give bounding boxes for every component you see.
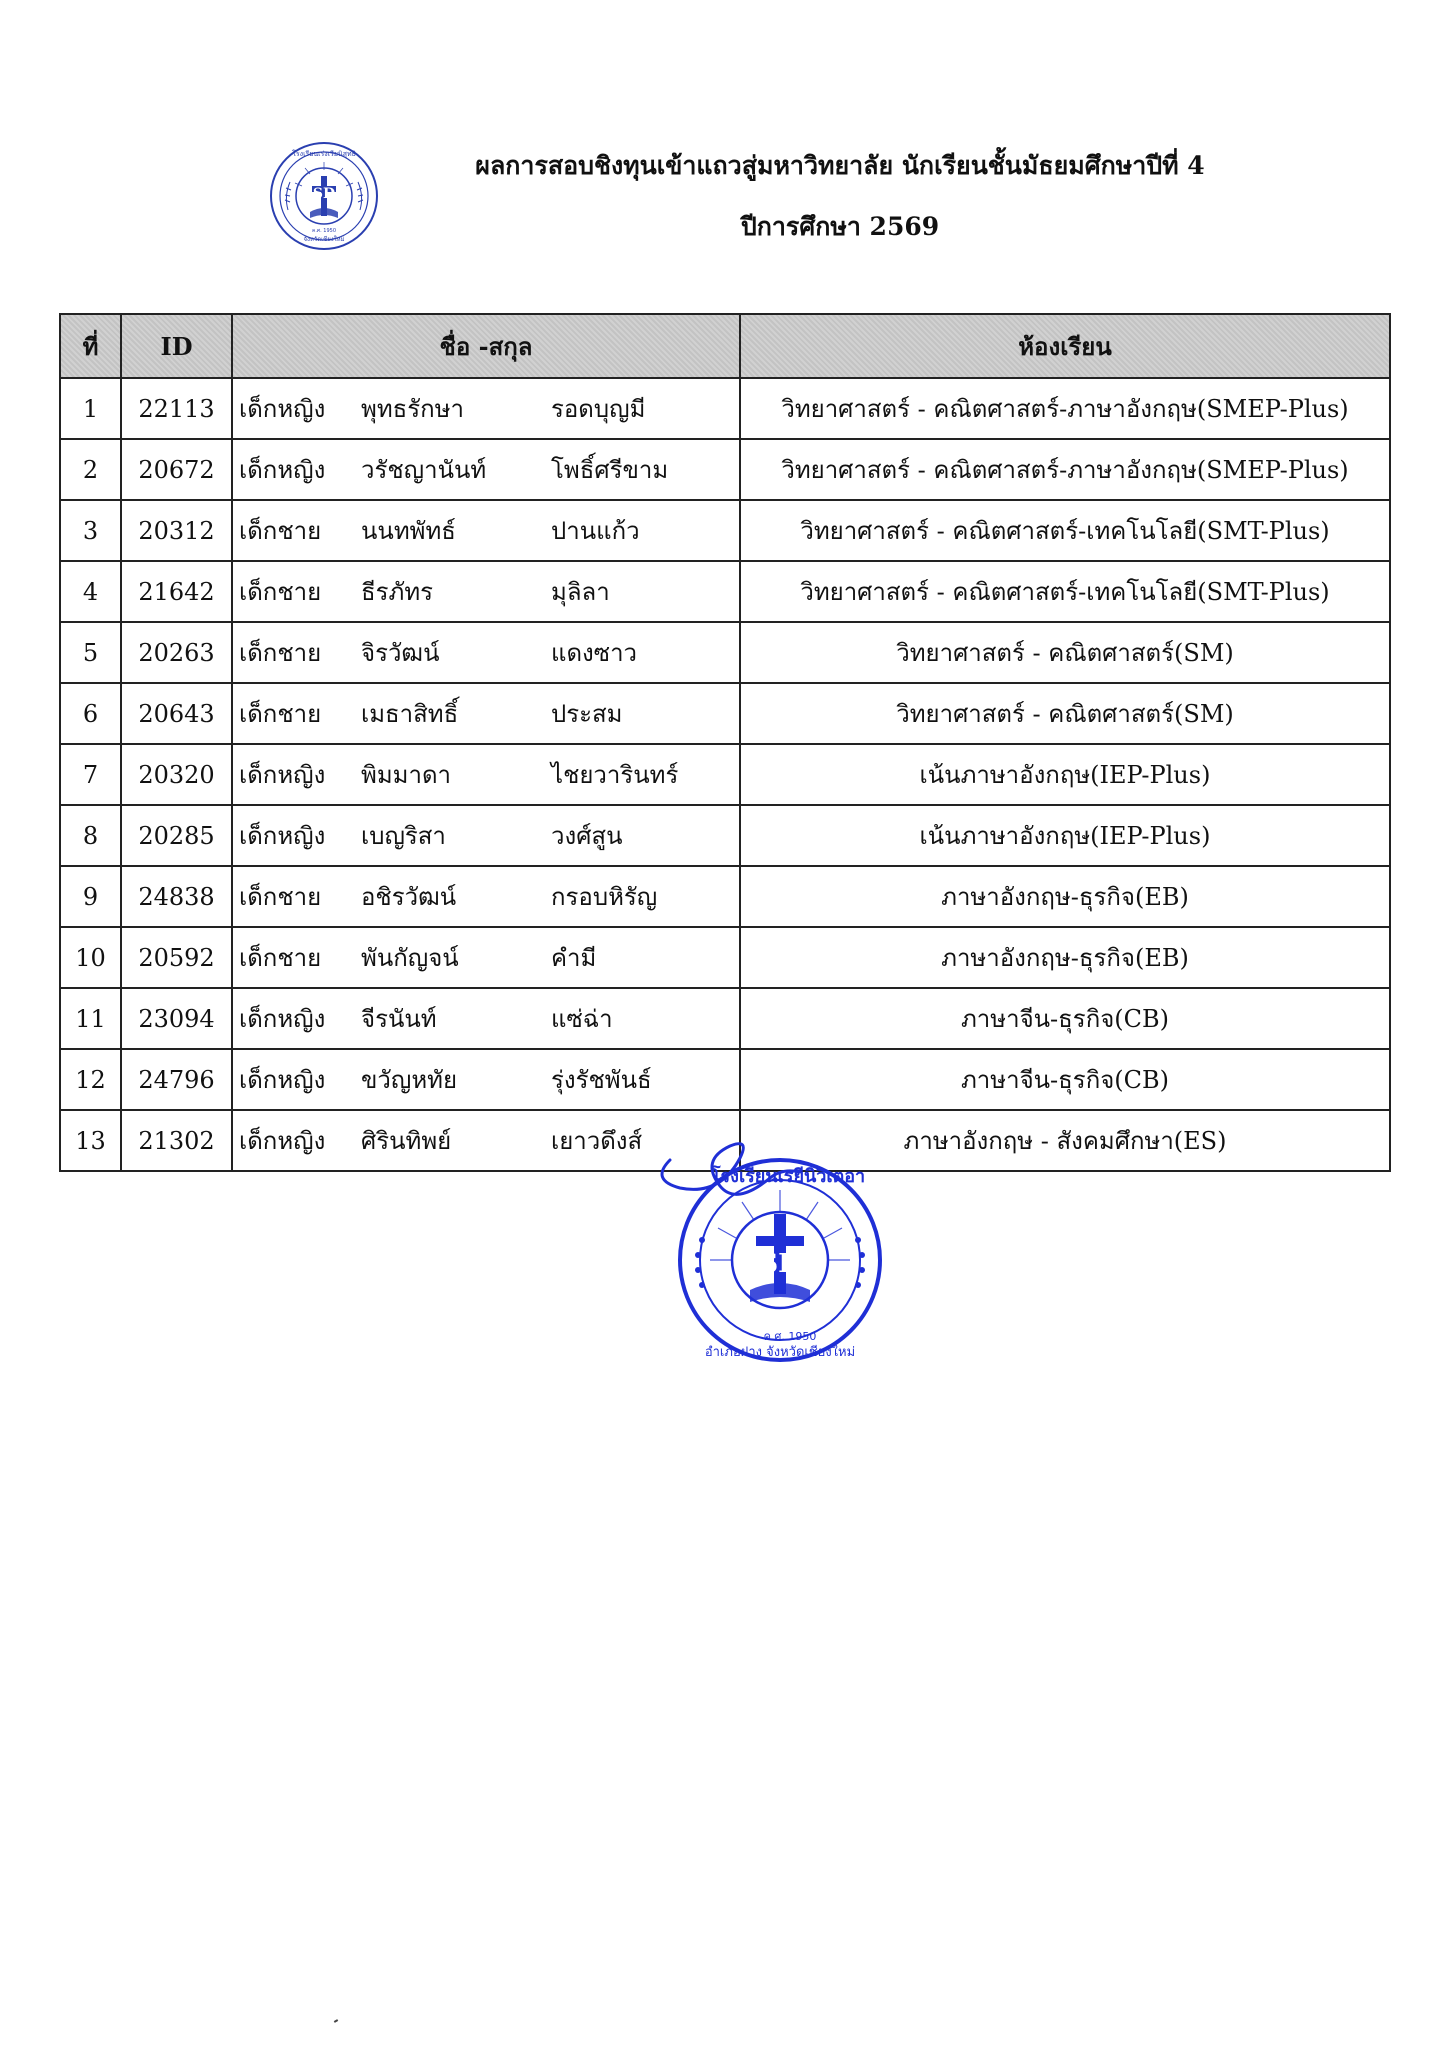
classroom-program: วิทยาศาสตร์ - คณิตศาสตร์(SM) (740, 622, 1390, 683)
first-name: จีรนันท์ (361, 1005, 437, 1033)
table-row (60, 927, 1390, 988)
row-number: 11 (60, 988, 121, 1049)
student-name-cell (232, 927, 740, 988)
student-name-cell (232, 500, 740, 561)
table-header-row (60, 314, 1390, 378)
first-name: นนทพัทธ์ (361, 517, 456, 545)
table-row (60, 439, 1390, 500)
last-name: แดงซาว (551, 639, 638, 667)
classroom-program: ภาษาจีน-ธุรกิจ(CB) (740, 988, 1390, 1049)
student-id: 20672 (121, 439, 232, 500)
table-row (60, 683, 1390, 744)
row-number: 13 (60, 1110, 121, 1171)
first-name: เบญริสา (361, 822, 446, 850)
column-header-name: ชื่อ -สกุล (232, 314, 740, 378)
name-prefix: เด็กหญิง (239, 761, 326, 789)
student-name-cell (232, 439, 740, 500)
results-table (59, 313, 1391, 1172)
classroom-program: วิทยาศาสตร์ - คณิตศาสตร์-เทคโนโลยี(SMT-Plus) (740, 561, 1390, 622)
table-row (60, 561, 1390, 622)
row-number: 10 (60, 927, 121, 988)
emblem-bottom-text: จังหวัดเชียงใหม่ (303, 236, 345, 243)
last-name: คำมี (551, 944, 597, 972)
stamp-top-text: โรงเรียนเรยีนิวิเตอา (710, 1166, 866, 1187)
student-name-cell (232, 683, 740, 744)
name-prefix: เด็กชาย (239, 944, 322, 972)
student-id: 24796 (121, 1049, 232, 1110)
student-name-cell (232, 988, 740, 1049)
first-name: พุทธรักษา (361, 395, 465, 423)
svg-text:SD: SD (312, 186, 336, 202)
row-number: 1 (60, 378, 121, 439)
student-id: 20320 (121, 744, 232, 805)
first-name: ศิรินทิพย์ (361, 1127, 452, 1155)
classroom-program: เน้นภาษาอังกฤษ(IEP-Plus) (740, 805, 1390, 866)
last-name: ปานแก้ว (551, 517, 640, 545)
row-number: 7 (60, 744, 121, 805)
first-name: พันกัญจน์ (361, 944, 459, 972)
stamp-bottom-text: อำเภอฝาง จังหวัดเชียงใหม่ (704, 1345, 856, 1360)
classroom-program: ภาษาอังกฤษ - สังคมศึกษา(ES) (740, 1110, 1390, 1171)
school-seal-stamp-icon (640, 1120, 900, 1380)
last-name: แซ่ฉ่า (551, 1005, 613, 1033)
column-header-id: ID (121, 314, 232, 378)
table-row (60, 988, 1390, 1049)
row-number: 12 (60, 1049, 121, 1110)
row-number: 4 (60, 561, 121, 622)
last-name: รุ่งรัชพันธ์ (551, 1066, 652, 1094)
student-id: 20285 (121, 805, 232, 866)
classroom-program: ภาษาจีน-ธุรกิจ(CB) (740, 1049, 1390, 1110)
row-number: 5 (60, 622, 121, 683)
row-number: 8 (60, 805, 121, 866)
emblem-top-text: โรงเรียนเร่งเรียนิสุทธิ (292, 150, 356, 158)
stamp-year-text: ค.ศ. 1950 (763, 1330, 817, 1343)
last-name: ไชยวารินทร์ (551, 761, 679, 789)
name-prefix: เด็กชาย (239, 517, 322, 545)
student-id: 20592 (121, 927, 232, 988)
table-row (60, 866, 1390, 927)
emblem-year-text: ค.ศ. 1950 (311, 228, 337, 234)
last-name: รอดบุญมี (551, 395, 646, 423)
last-name: วงศ์สูน (551, 822, 623, 850)
name-prefix: เด็กหญิง (239, 456, 326, 484)
name-prefix: เด็กหญิง (239, 822, 326, 850)
table-row (60, 378, 1390, 439)
column-header-room: ห้องเรียน (740, 314, 1390, 378)
student-name-cell (232, 805, 740, 866)
student-name-cell (232, 1049, 740, 1110)
name-prefix: เด็กชาย (239, 639, 322, 667)
column-header-no: ที่ (60, 314, 121, 378)
last-name: เยาวดึงส์ (551, 1127, 643, 1155)
page-title: ผลการสอบชิงทุนเข้าแถวสู่มหาวิทยาลัย นักเรียนชั้นมัธยมศึกษาปีที่ 4 (475, 151, 1205, 180)
student-id: 22113 (121, 378, 232, 439)
name-prefix: เด็กหญิง (239, 1066, 326, 1094)
svg-text:SD: SD (759, 1249, 801, 1279)
table-row (60, 805, 1390, 866)
table-row (60, 500, 1390, 561)
table-row (60, 1049, 1390, 1110)
student-id: 20263 (121, 622, 232, 683)
classroom-program: วิทยาศาสตร์ - คณิตศาสตร์-เทคโนโลยี(SMT-Plus) (740, 500, 1390, 561)
classroom-program: ภาษาอังกฤษ-ธุรกิจ(EB) (740, 866, 1390, 927)
student-name-cell (232, 378, 740, 439)
first-name: เมธาสิทธิ์ (361, 700, 459, 728)
row-number: 3 (60, 500, 121, 561)
first-name: พิมมาดา (361, 761, 451, 789)
name-prefix: เด็กหญิง (239, 1127, 326, 1155)
last-name: มุลิลา (551, 578, 610, 606)
first-name: ขวัญหทัย (361, 1066, 458, 1094)
classroom-program: วิทยาศาสตร์ - คณิตศาสตร์-ภาษาอังกฤษ(SMEP-Plus) (740, 439, 1390, 500)
first-name: ธีรภัทร (361, 578, 434, 606)
last-name: ประสม (551, 700, 623, 728)
row-number: 6 (60, 683, 121, 744)
classroom-program: เน้นภาษาอังกฤษ(IEP-Plus) (740, 744, 1390, 805)
student-name-cell (232, 866, 740, 927)
name-prefix: เด็กชาย (239, 700, 322, 728)
page-subtitle: ปีการศึกษา 2569 (740, 212, 940, 241)
student-id: 21302 (121, 1110, 232, 1171)
first-name: จิรวัฒน์ (361, 639, 440, 667)
school-emblem-icon (268, 140, 380, 252)
classroom-program: ภาษาอังกฤษ-ธุรกิจ(EB) (740, 927, 1390, 988)
student-id: 20312 (121, 500, 232, 561)
name-prefix: เด็กชาย (239, 578, 322, 606)
student-id: 20643 (121, 683, 232, 744)
student-id: 23094 (121, 988, 232, 1049)
first-name: อชิรวัฒน์ (361, 883, 457, 911)
student-id: 21642 (121, 561, 232, 622)
row-number: 2 (60, 439, 121, 500)
name-prefix: เด็กหญิง (239, 395, 326, 423)
student-name-cell (232, 744, 740, 805)
last-name: โพธิ์ศรีขาม (551, 456, 669, 484)
row-number: 9 (60, 866, 121, 927)
name-prefix: เด็กหญิง (239, 1005, 326, 1033)
first-name: วรัชญานันท์ (361, 456, 487, 484)
table-row (60, 744, 1390, 805)
classroom-program: วิทยาศาสตร์ - คณิตศาสตร์(SM) (740, 683, 1390, 744)
name-prefix: เด็กชาย (239, 883, 322, 911)
last-name: กรอบหิรัญ (551, 883, 658, 911)
classroom-program: วิทยาศาสตร์ - คณิตศาสตร์-ภาษาอังกฤษ(SMEP-Plus) (740, 378, 1390, 439)
student-id: 24838 (121, 866, 232, 927)
table-row (60, 622, 1390, 683)
student-name-cell (232, 622, 740, 683)
student-name-cell (232, 561, 740, 622)
scan-speck (334, 2019, 338, 2023)
